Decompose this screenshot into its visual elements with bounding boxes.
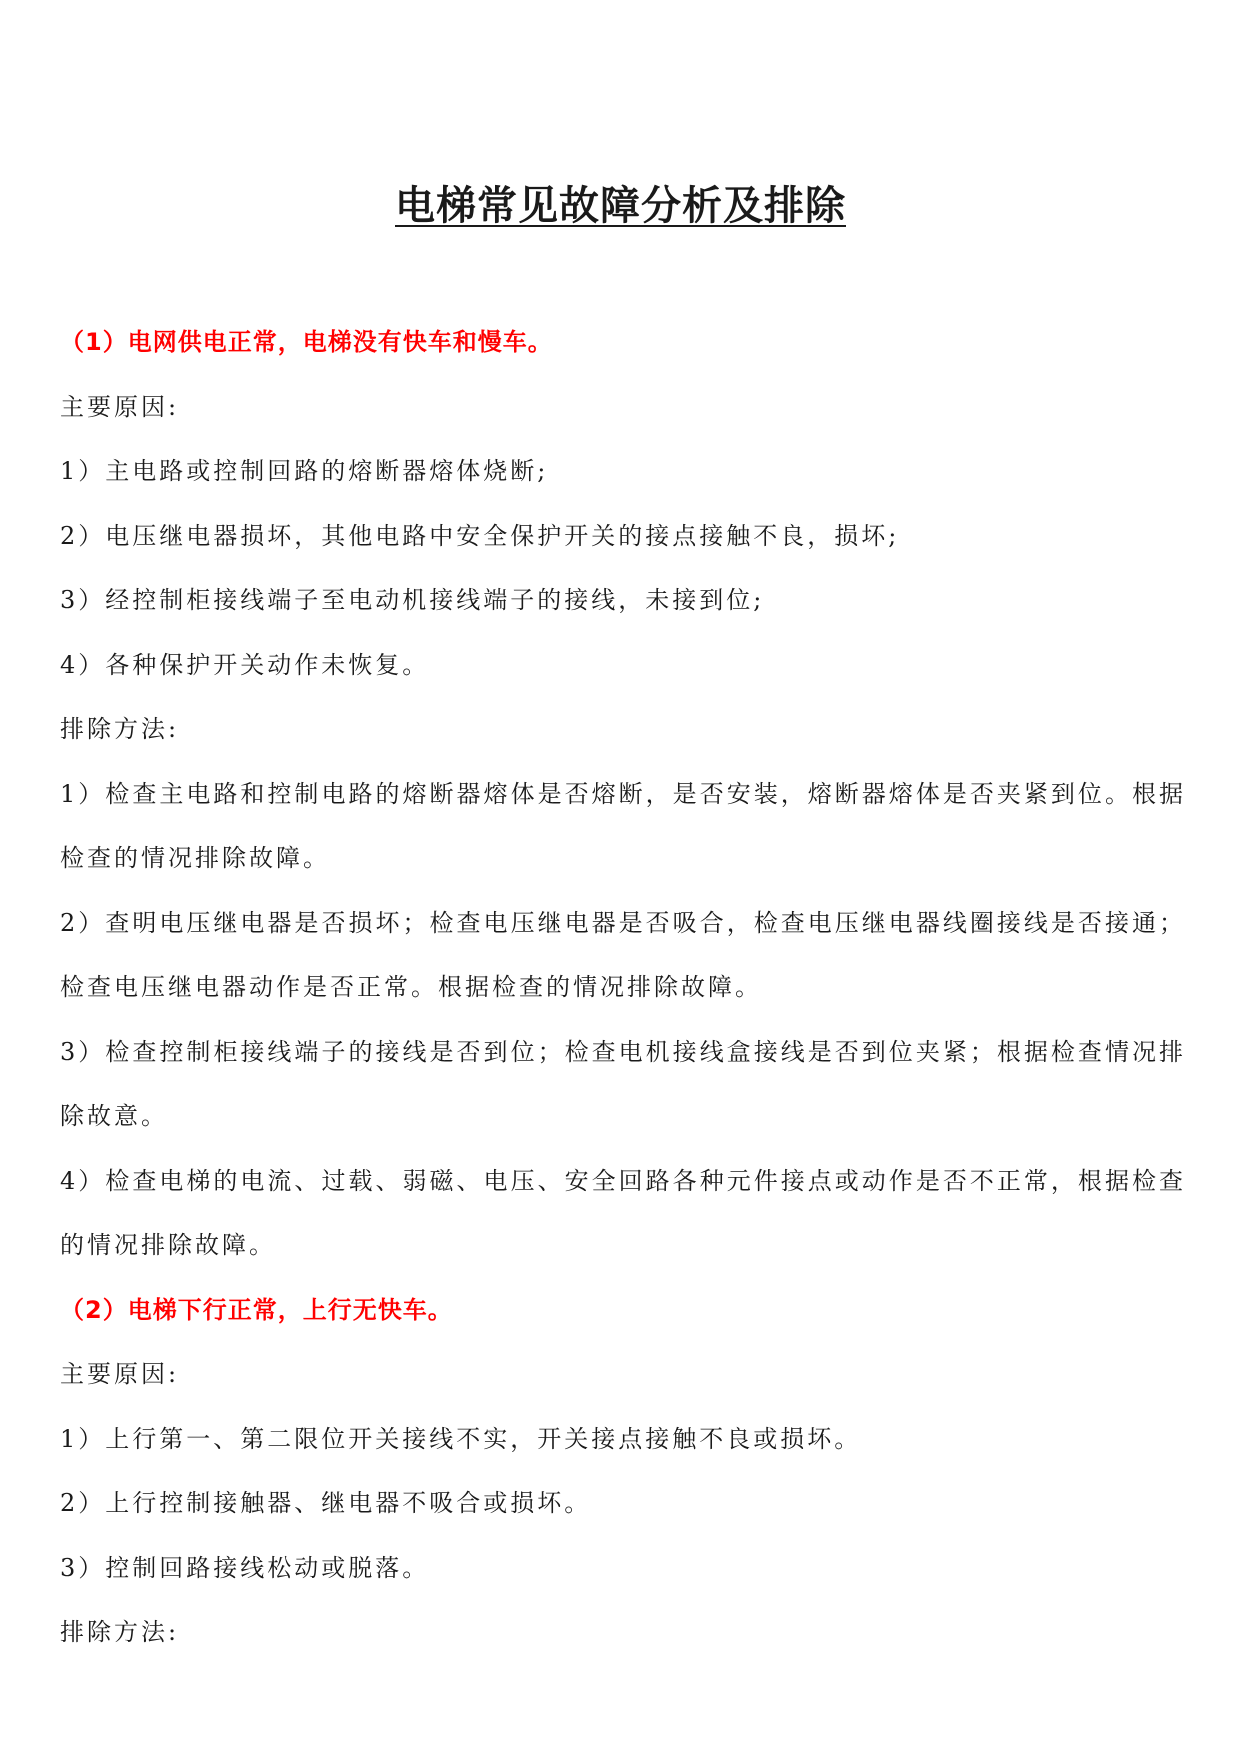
cause-item: 3）控制回路接线松动或脱落。 — [60, 1553, 430, 1582]
section-heading: （1）电网供电正常，电梯没有快车和慢车。 — [60, 328, 553, 356]
method-item: 4）检查电梯的电流、过载、弱磁、电压、安全回路各种元件接点或动作是否不正常，根据检查的情况排除故障。 — [60, 1166, 1186, 1259]
cause-item: 2）电压继电器损坏，其他电路中安全保护开关的接点接触不良，损坏; — [60, 521, 900, 550]
method-item: 1）检查主电路和控制电路的熔断器熔体是否熔断，是否安装，熔断器熔体是否夹紧到位。根据检查的情况排除故障。 — [60, 779, 1186, 872]
methods-label: 排除方法: — [60, 1618, 180, 1646]
causes-label: 主要原因: — [60, 1360, 180, 1388]
section-heading: （2）电梯下行正常，上行无快车。 — [60, 1295, 453, 1324]
cause-item: 4）各种保护开关动作未恢复。 — [60, 650, 430, 679]
document-body — [60, 310, 1186, 1665]
method-item: 2）查明电压继电器是否损坏；检查电压继电器是否吸合，检查电压继电器线圈接线是否接通；检查电压继电器动作是否正常。根据检查的情况排除故障。 — [60, 908, 1186, 1001]
cause-item: 1）主电路或控制回路的熔断器熔体烧断; — [60, 457, 549, 485]
document-title-text: 电梯常见故障分析及排除 — [395, 183, 846, 229]
cause-item: 2）上行控制接触器、继电器不吸合或损坏。 — [60, 1489, 592, 1517]
method-item: 3）检查控制柜接线端子的接线是否到位；检查电机接线盒接线是否到位夹紧；根据检查情况排除故意。 — [60, 1037, 1186, 1130]
cause-item: 3）经控制柜接线端子至电动机接线端子的接线，未接到位; — [60, 586, 765, 614]
document-title — [0, 178, 1241, 234]
cause-item: 1）上行第一、第二限位开关接线不实，开关接点接触不良或损坏。 — [60, 1424, 862, 1453]
causes-label: 主要原因: — [60, 392, 180, 421]
methods-label: 排除方法: — [60, 715, 180, 743]
